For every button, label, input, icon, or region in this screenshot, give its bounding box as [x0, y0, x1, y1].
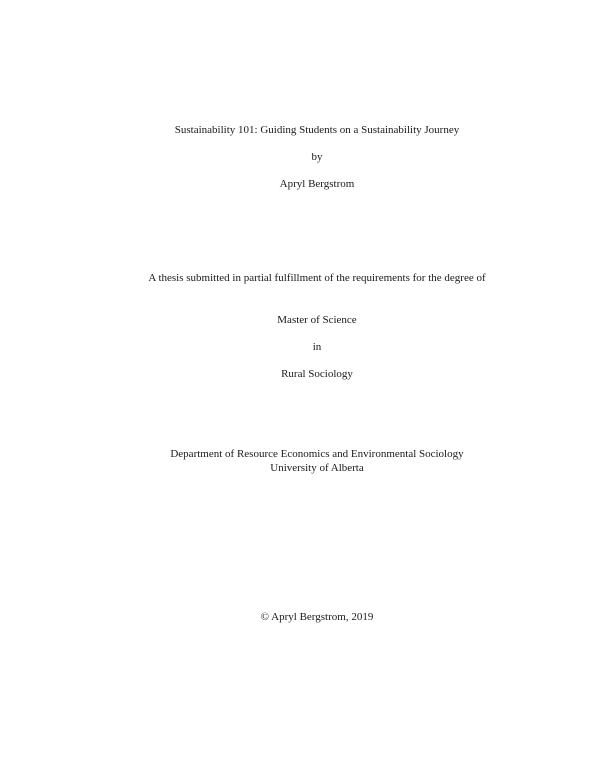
- copyright-notice: © Apryl Bergstrom, 2019: [260, 611, 374, 623]
- by-label: by: [311, 151, 323, 163]
- department-name: Department of Resource Economics and Environmental Sociology: [170, 448, 464, 460]
- author-name: Apryl Bergstrom: [279, 178, 355, 190]
- field-of-study: Rural Sociology: [281, 368, 353, 380]
- in-label: in: [312, 341, 322, 353]
- university-name: University of Alberta: [270, 462, 364, 474]
- thesis-title: Sustainability 101: Guiding Students on a Sustainability Journey: [174, 124, 460, 136]
- submission-statement: A thesis submitted in partial fulfillment of the requirements for the degree of: [148, 272, 486, 284]
- degree-name: Master of Science: [277, 314, 357, 326]
